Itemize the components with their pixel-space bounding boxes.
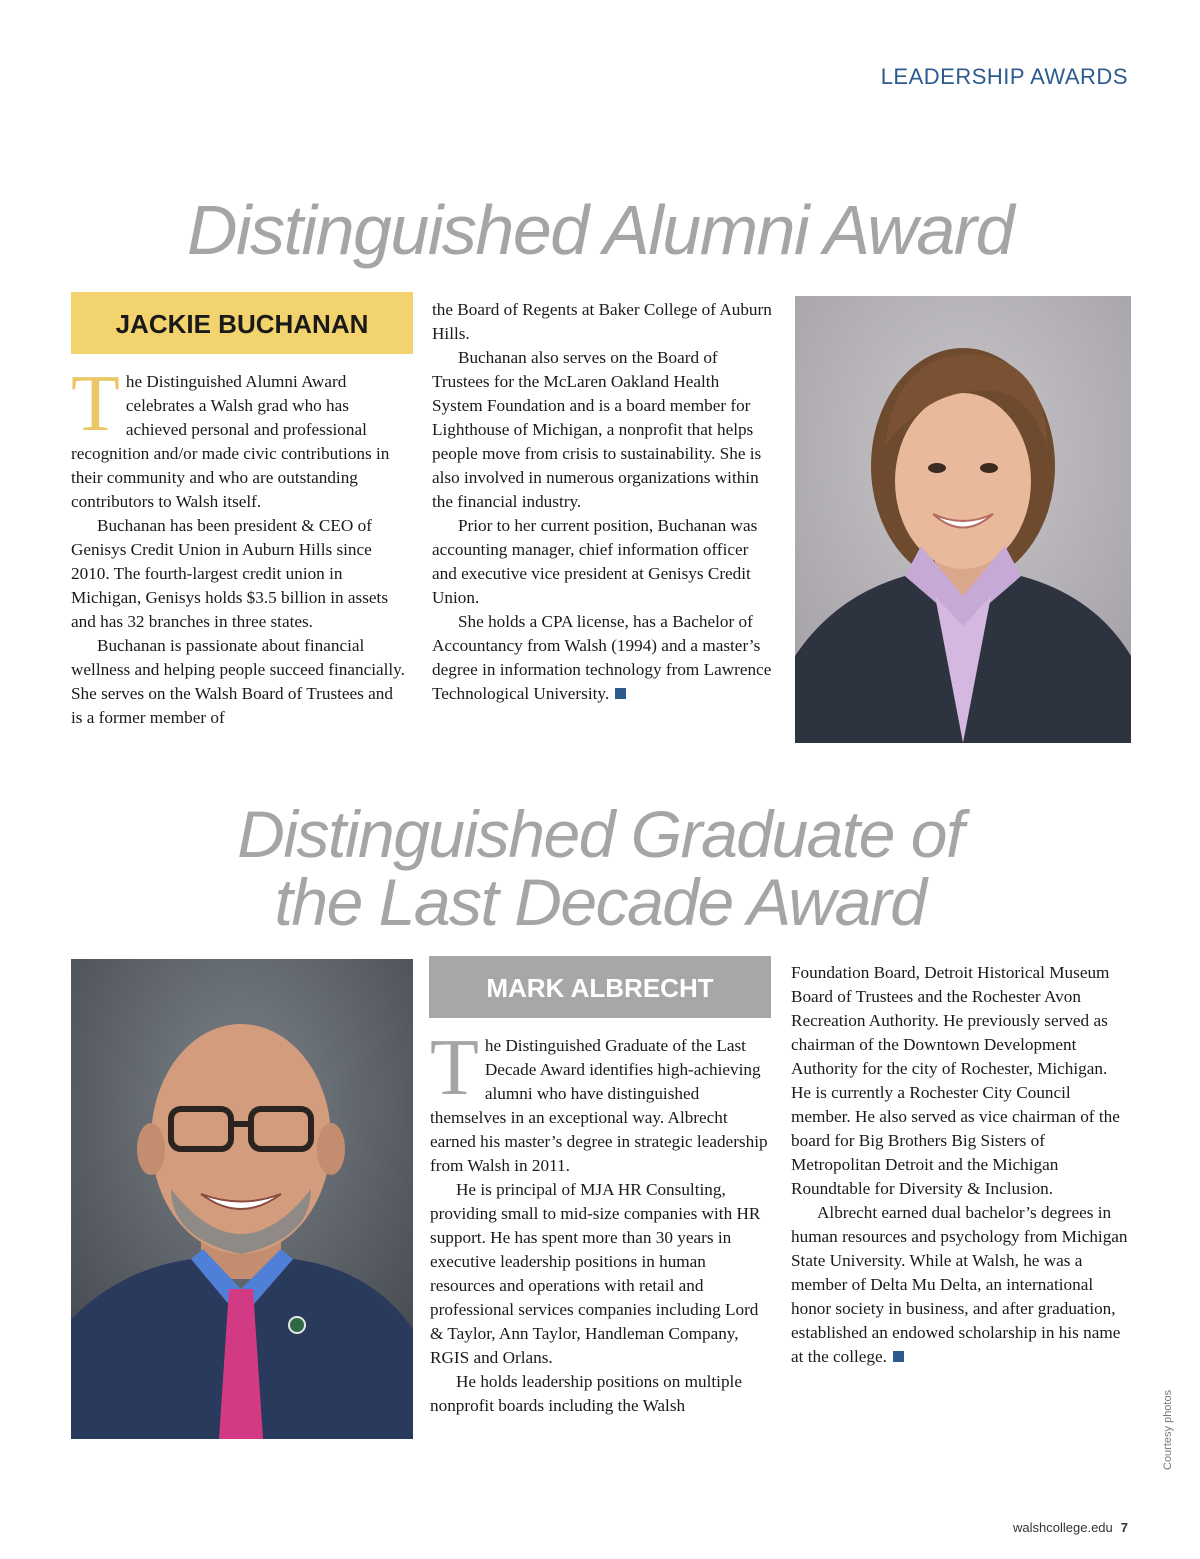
award1-intro-paragraph <box>71 360 405 514</box>
end-mark-icon <box>893 1351 904 1362</box>
award1-name-banner: JACKIE BUCHANAN <box>71 292 413 354</box>
award1-column-2 <box>432 298 772 706</box>
paragraph-text: he Distinguished Graduate of the Last Decade Award identifies high-achieving alumni who have distinguished themselves in an exceptional way. Albrecht earned his master’s degree in strategic leadership from Walsh in 2011. <box>430 1036 768 1175</box>
paragraph: He is principal of MJA HR Consulting, providing small to mid-size companies with HR support. He has spent more than 30 years in executive leadership positions in human resources and operations with retail and professional services companies including Lord & Taylor, Ann Taylor, Handleman Company, RGIS and Orlans. <box>430 1180 761 1367</box>
paragraph-text: he Distinguished Alumni Award celebrates a Walsh grad who has achieved personal and professional recognition and/or made civic contributions in their community and who are outstanding contributors to Walsh itself. <box>71 372 390 511</box>
paragraph: Buchanan is passionate about financial wellness and helping people succeed financially. She serves on the Walsh Board of Trustees and is a former member of <box>71 636 405 727</box>
award2-column-2 <box>791 961 1131 1369</box>
award2-intro-paragraph <box>430 1024 770 1178</box>
portrait-illustration <box>795 296 1131 743</box>
paragraph-text: She holds a CPA license, has a Bachelor of Accountancy from Walsh (1994) and a master’s degree in information technology from Lawrence Technological University. <box>432 612 772 703</box>
footer-website: walshcollege.edu <box>1013 1520 1113 1535</box>
paragraph-text: Albrecht earned dual bachelor’s degrees in human resources and psychology from Michigan State University. While at Walsh, he was a member of Delta Mu Delta, an international honor society in business, and after graduation, established an endowed scholarship in his name at the college. <box>791 1203 1128 1366</box>
dropcap: T <box>71 360 120 448</box>
paragraph: Buchanan has been president & CEO of Genisys Credit Union in Auburn Hills since 2010. The fourth-largest credit union in Michigan, Genisys holds $3.5 billion in assets and has 32 branches in three states. <box>71 516 389 631</box>
paragraph: He holds leadership positions on multiple nonprofit boards including the Walsh <box>430 1372 742 1415</box>
award2-name-banner: MARK ALBRECHT <box>429 956 771 1018</box>
mark-albrecht-photo <box>71 959 413 1439</box>
jackie-buchanan-photo <box>795 296 1131 743</box>
closing-paragraph <box>432 610 772 706</box>
portrait-illustration <box>71 959 413 1439</box>
award2-title-line-1: Distinguished Graduate of <box>237 797 963 871</box>
award1-title: Distinguished Alumni Award <box>186 191 1014 269</box>
paragraph: the Board of Regents at Baker College of Auburn Hills. <box>432 300 772 343</box>
award1-column-1 <box>71 360 405 730</box>
award2-column-1 <box>430 1024 770 1418</box>
photo-credit: Courtesy photos <box>1162 1389 1174 1470</box>
award2-title <box>0 797 1200 939</box>
section-label: LEADERSHIP AWARDS <box>880 64 1128 89</box>
closing-paragraph <box>791 1201 1131 1369</box>
paragraph: Buchanan also serves on the Board of Trustees for the McLaren Oakland Health System Foundation and is a board member for Lighthouse of Michigan, a nonprofit that helps people move from crisis to sustainability. She is also involved in numerous organizations within the financial industry. <box>432 348 762 511</box>
end-mark-icon <box>615 688 626 699</box>
dropcap: T <box>430 1024 479 1112</box>
award2-title-line-2: the Last Decade Award <box>274 865 926 939</box>
page-footer <box>1013 1520 1128 1535</box>
paragraph: Prior to her current position, Buchanan was accounting manager, chief information officer and executive vice president at Genisys Credit Union. <box>432 516 758 607</box>
paragraph: Foundation Board, Detroit Historical Museum Board of Trustees and the Rochester Avon Recreation Authority. He previously served as chairman of the Downtown Development Authority for the city of Rochester, Michigan. He is currently a Rochester City Council member. He also served as vice chairman of the board for Big Brothers Big Sisters of Metropolitan Detroit and the Michigan Roundtable for Diversity & Inclusion. <box>791 963 1120 1198</box>
page-number: 7 <box>1120 1520 1128 1535</box>
